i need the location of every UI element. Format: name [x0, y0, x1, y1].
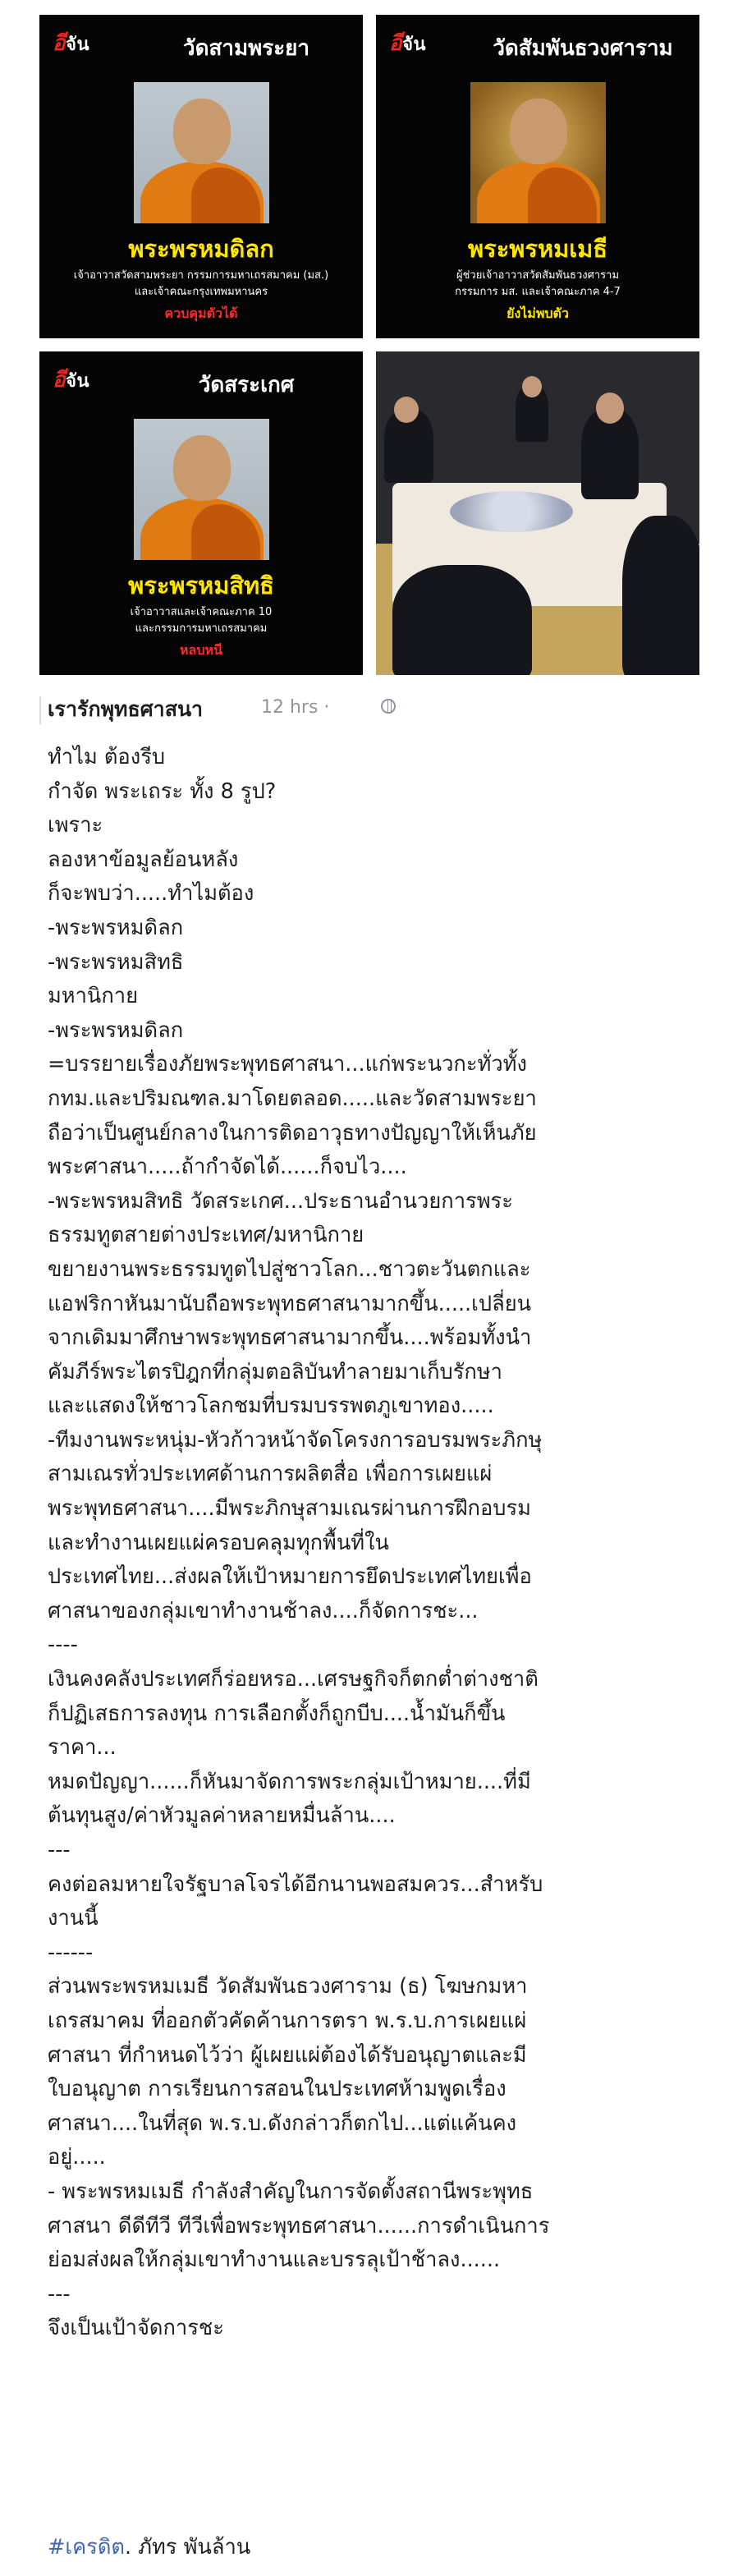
post-line: ลองหาข้อมูลย้อนหลัง: [48, 847, 239, 872]
post-line: -พระพรหมสิทธิ วัดสระเกศ...ประธานอำนวยการพระ: [48, 1188, 513, 1214]
post-line: ศาสนา ดีดีทีวี ทีวีเพื่อพระพุทธศาสนา......การดำเนินการ: [48, 2213, 550, 2239]
image-grid[interactable]: [39, 15, 699, 675]
post-line: งานนี้: [48, 1906, 99, 1931]
post-line: ต้นทุนสูง/ค่าหัวมูลค่าหลายหมื่นล้าน....: [48, 1803, 396, 1829]
post-line: คัมภีร์พระไตรปิฎกที่กลุ่มตอลิบันทำลายมาเก็บรักษา: [48, 1359, 502, 1384]
temple-name: วัดสัมพันธวงศาราม: [493, 36, 673, 61]
post-line: กำจัด พระเถระ ทั้ง 8 รูป?: [48, 778, 277, 804]
post-line: กทม.และปริมณฑล.มาโดยตลอด.....และวัดสามพระยา: [48, 1086, 537, 1111]
post-line: ก็จะพบว่า.....ทำไมต้อง: [48, 881, 254, 907]
monk-name: พระพรหมเมธี: [468, 235, 607, 263]
monk-portrait: [134, 419, 269, 560]
post-line: ศาสนา ที่กำหนดไว้ว่า ผู้เผยแผ่ต้องได้รับอนุญาตและมี: [48, 2042, 527, 2068]
post-line: ประเทศไทย...ส่งผลให้เป้าหมายการยึดประเทศไทยเพื่อ: [48, 1564, 532, 1590]
post-line: ----: [48, 1632, 78, 1658]
post-line: คงต่อลมหายใจรัฐบาลโจรได้อีกนานพอสมควร...สำหรับ: [48, 1871, 543, 1897]
post-line: -พระพรหมดิลก: [48, 915, 184, 940]
monk-card-3[interactable]: [39, 351, 363, 675]
post-line: =บรรยายเรื่องภัยพระพุทธศาสนา...แก่พระนวกะทั่วทั้ง: [48, 1052, 527, 1077]
post-line: แอฟริกาหันมานับถือพระพุทธศาสนามากขึ้น.....เปลี่ยน: [48, 1291, 532, 1316]
page-name-link[interactable]: เรารักพุทธศาสนา: [48, 697, 204, 721]
monk-name: พระพรหมดิลก: [128, 235, 274, 263]
post-line: ถือว่าเป็นศูนย์กลางในการติดอาวุธทางปัญญาให้เห็นภัย: [48, 1120, 537, 1146]
post-body: [48, 741, 704, 2346]
monk-card-1[interactable]: [39, 15, 363, 338]
post-line: เถรสมาคม ที่ออกตัวคัดค้านการตรา พ.ร.บ.การเผยแผ่: [48, 2008, 527, 2033]
brand-logo: อีจัน: [389, 31, 427, 56]
post-line: จึงเป็นเป้าจัดการชะ: [48, 2316, 224, 2341]
brand-logo: อีจัน: [53, 31, 90, 56]
post-header: [39, 690, 699, 723]
post-line: ก็ปฏิเสธการลงทุน การเลือกตั้งก็ถูกบีบ....น้ำมันก็ขึ้น: [48, 1701, 506, 1726]
post-line: ศาสนาของกลุ่มเขาทำงานช้าลง....ก็จัดการชะ...: [48, 1598, 479, 1623]
monk-card-2[interactable]: [376, 15, 699, 338]
brand-logo: อีจัน: [53, 368, 90, 393]
post-line: และแสดงให้ชาวโลกชมที่บรมบรรพตภูเขาทอง.....: [48, 1394, 494, 1419]
credit-text: . ภัทร พันล้าน: [124, 2535, 251, 2560]
post-line: มหานิกาย: [48, 984, 139, 1009]
post-line: เงินคงคลังประเทศก็ร่อยหรอ...เศรษฐกิจก็ตกต่ำต่างชาติ: [48, 1667, 539, 1692]
post-line: -ทีมงานพระหนุ่ม-หัวก้าวหน้าจัดโครงการอบรมพระภิกษุ: [48, 1427, 543, 1453]
temple-name: วัดสระเกศ: [198, 373, 295, 397]
post-line: ราคา...: [48, 1735, 117, 1761]
post-line: จากเดิมมาศึกษาพระพุทธศาสนามากขึ้น....พร้อมทั้งนำ: [48, 1325, 532, 1351]
post-line: -พระพรหมสิทธิ: [48, 949, 184, 975]
temple-name: วัดสามพระยา: [183, 36, 309, 61]
monk-description: เจ้าอาวาสและเจ้าคณะภาค 10 และกรรมการมหาเถรสมาคม: [130, 606, 273, 635]
post-line: ------: [48, 1940, 94, 1965]
post-line: ทำไม ต้องรีบ: [48, 745, 166, 769]
post-line: หมดปัญญา......ก็หันมาจัดการพระกลุ่มเป้าหมาย....ที่มี: [48, 1769, 531, 1794]
hashtag-link[interactable]: #เครดิต: [48, 2535, 125, 2560]
monk-description: ผู้ช่วยเจ้าอาวาสวัดสัมพันธวงศาราม กรรมการ มส. และเจ้าคณะภาค 4-7: [455, 269, 621, 298]
post-line: ใบอนุญาต การเรียนการสอนในประเทศห้ามพูดเรื่อง: [48, 2077, 507, 2102]
post-line: ธรรมทูตสายต่างประเทศ/มหานิกาย: [48, 1223, 364, 1248]
post-line: พระพุทธศาสนา....มีพระภิกษุสามเณรผ่านการฝึกอบรม: [48, 1496, 531, 1522]
monk-portrait: [134, 82, 269, 223]
banquet-photo[interactable]: [376, 351, 699, 675]
post-line: พระศาสนา.....ถ้ากำจัดได้......ก็จบไว....: [48, 1155, 407, 1180]
post-line: -พระพรหมดิลก: [48, 1017, 184, 1043]
post-line: ย่อมส่งผลให้กลุ่มเขาทำงานและบรรลุเป้าช้าลง......: [48, 2248, 501, 2273]
post-line: ---: [48, 1838, 71, 1862]
post-line: ---: [48, 2281, 71, 2307]
monk-status: ควบคุมตัวได้: [164, 305, 238, 321]
post-credit: [48, 2531, 250, 2564]
post-line: อยู่.....: [48, 2145, 106, 2170]
post-line: ขยายงานพระธรรมทูตไปสู่ชาวโลก...ชาวตะวันตกและ: [48, 1256, 531, 1282]
post-line: สามเณรทั่วประเทศด้านการผลิตสื่อ เพื่อการเผยแผ่: [48, 1462, 493, 1487]
monk-portrait: [470, 82, 606, 223]
post-timestamp[interactable]: 12 hrs ·: [261, 697, 330, 718]
monk-description: เจ้าอาวาสวัดสามพระยา กรรมการมหาเถรสมาคม (มส.) และเจ้าคณะกรุงเทพมหานคร: [73, 269, 329, 298]
post-line: ส่วนพระพรหมเมธี วัดสัมพันธวงศาราม (ธ) โฆษกมหา: [48, 1974, 528, 2000]
globe-icon[interactable]: [381, 699, 396, 714]
post-line: ศาสนา....ในที่สุด พ.ร.บ.ดังกล่าวก็ตกไป...แต่แค้นคง: [48, 2110, 517, 2136]
monk-status: ยังไม่พบตัว: [507, 305, 569, 321]
post-line: เพราะ: [48, 813, 103, 838]
monk-status: หลบหนี: [180, 642, 222, 658]
monk-name: พระพรหมสิทธิ: [128, 572, 274, 599]
post-line: และทำงานเผยแผ่ครอบคลุมทุกพื้นที่ใน: [48, 1530, 389, 1555]
post-line: - พระพรหมเมธี กำลังสำคัญในการจัดตั้งสถานีพระพุทธ: [48, 2179, 534, 2204]
